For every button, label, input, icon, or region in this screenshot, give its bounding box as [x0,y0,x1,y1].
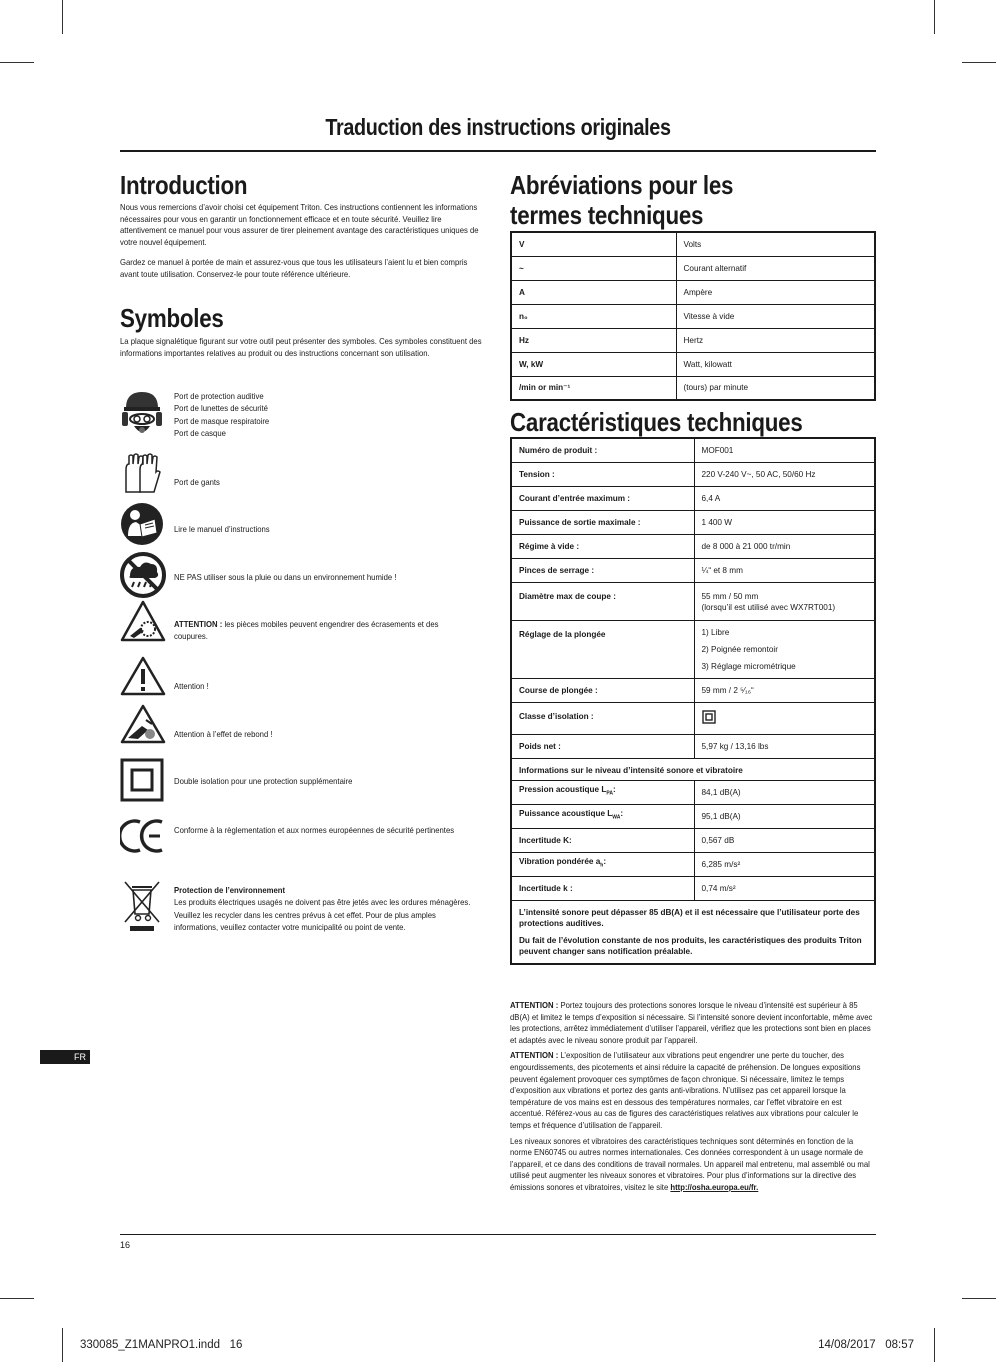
specs-table [510,437,876,965]
abbr-key: n₀ [511,304,676,328]
abbr-value: (tours) par minute [676,376,875,400]
spec-key: Régime à vide : [511,534,694,558]
ppe-eyes-label: Port de lunettes de sécurité [174,403,268,414]
spec-value: (lorsqu’il est utilisé avec WX7RT001) [701,602,836,612]
symbol-row-gloves [120,452,490,496]
abbr-key: A [511,280,676,304]
abbr-key: ~ [511,256,676,280]
crop-mark [62,0,63,34]
noise-value: 0,74 m/s² [694,876,875,900]
introduction-heading: Introduction [120,170,248,200]
table-row [511,620,875,678]
spec-key: Poids net : [511,734,694,758]
symbol-row-manual [120,502,490,546]
environment-text: Les produits électriques usagés ne doivent pas être jetés avec les ordures ménagères. Veuillez les recycler dans les centres prévus à cet effet. Pour de plus amples informations, veuillez contacter votre municipalité ou point de vente. [174,897,471,933]
table-row [511,256,875,280]
table-row [511,304,875,328]
read-manual-icon [120,502,164,546]
noise-value: 6,285 m/s² [694,852,875,876]
abbr-key: W, kW [511,352,676,376]
warning-noise-text: Portez toujours des protections sonores lorsque le niveau d’intensité est supérieur à 85 dB(A) et limitez le temps d’exposition si nécessaire. Si l’intensité sonore devient inconfortable, même avec les protections, arrêtez immédiatement d’utiliser l’appareil, vérifiez que les protections sont bien en places et adaptés avec le niveau sonore produit par l’appareil. [510,1000,873,1045]
crop-mark [962,1298,996,1299]
noise-key: Pression acoustique L [519,785,607,795]
abbr-key: Hz [511,328,676,352]
symbol-row-environment [120,878,490,936]
spec-key: Puissance de sortie maximale : [511,510,694,534]
levels-paragraph [510,1136,875,1194]
ce-label: Conforme à la règlementation et aux normes européennes de sécurité pertinentes [174,825,455,835]
levels-text: Les niveaux sonores et vibratoires des caractéristiques techniques sont déterminés en fonction de la norme EN60745 ou autres normes internationales. Ces données correspondent à un usage normale de l’appareil, et ce dans des conditions de travail normales. Un appareil mal entretenu, mal assemblé ou mal utilisé peut augmenter les niveaux sonores et vibratoires. Pour plus d’informations sur la directive des émissions sonores et vibratoires, visitez le site [510,1135,870,1192]
table-row [511,828,875,852]
spec-value: ¼“ et 8 mm [694,558,875,582]
symbol-row-rain [120,552,490,598]
table-row [511,376,875,400]
gloves-icon [120,452,164,494]
symbol-row-ce [120,818,490,854]
spec-key: Tension : [511,462,694,486]
noise-key-sub: h [600,862,604,869]
table-row [511,734,875,758]
warning-noise-label: ATTENTION : [510,1000,559,1010]
crop-mark [0,62,34,63]
table-row [511,876,875,900]
table-row [511,486,875,510]
warning-noise [510,1000,875,1046]
spec-key: Pinces de serrage : [511,558,694,582]
manual-label: Lire le manuel d’instructions [174,524,270,534]
spec-key: Diamètre max de coupe : [511,582,694,620]
table-row [511,900,875,964]
abbreviations-table [510,231,876,401]
abbr-value: Vitesse à vide [676,304,875,328]
rain-label: NE PAS utiliser sous la pluie ou dans un environnement humide ! [174,572,397,582]
double-insulation-label: Double isolation pour une protection supplémentaire [174,776,353,786]
spec-value: 3) Réglage micrométrique [701,661,796,671]
symbol-row-ppe [120,388,490,438]
caution-triangle-icon [120,656,166,696]
introduction-paragraph-2: Gardez ce manuel à portée de main et assurez-vous que tous les utilisateurs l’aient lu et bien compris avant toute utilisation. Conservez-le pour toute référence ultérieure. [120,257,468,279]
spec-value: 2) Poignée remontoir [701,644,778,654]
table-row [511,702,875,734]
specs-heading: Caractéristiques techniques [510,407,803,437]
crop-mark [62,1328,63,1362]
spec-key: Courant d’entrée maximum : [511,486,694,510]
spec-value: 220 V-240 V~, 50 AC, 50/60 Hz [694,462,875,486]
abbr-value: Ampère [676,280,875,304]
footer-divider [120,1234,876,1235]
table-row [511,558,875,582]
slug-timestamp: 14/08/2017 08:57 [818,1339,914,1351]
table-row [511,510,875,534]
ppe-hearing-label: Port de protection auditive [174,391,264,401]
noise-value: 95,1 dB(A) [694,804,875,828]
abbr-value: Hertz [676,328,875,352]
crop-mark [0,1298,34,1299]
no-rain-icon [120,552,166,598]
spec-value: 6,4 A [694,486,875,510]
abbr-value: Courant alternatif [676,256,875,280]
symboles-intro: La plaque signalétique figurant sur votre outil peut présenter des symboles. Ces symboles constituent des informations importantes relatives au produit ou des instructions concernant son utilisation. [120,336,482,358]
warning-vibration-label: ATTENTION : [510,1050,559,1061]
language-tab: FR [40,1050,90,1064]
abbreviations-heading [510,170,733,230]
table-row [511,462,875,486]
page-title: Traduction des instructions originales [325,114,671,140]
noise-note-1: L’intensité sonore peut dépasser 85 dB(A) et il est nécessaire que l’utilisateur porte des protections auditives. [519,907,860,928]
noise-section-heading: Informations sur le niveau d’intensité sonore et vibratoire [511,758,875,780]
noise-key-sub: WA [612,814,621,821]
class-ii-icon [702,710,716,724]
noise-key: Vibration pondérée a [519,857,601,867]
table-row [511,534,875,558]
table-row: Pression acoustique $L_{PA}$: 84,1 dB(A) [511,780,875,804]
moving-parts-text: les pièces mobiles peuvent engendrer des écrasements et des coupures. [174,619,439,642]
symboles-heading: Symboles [120,303,224,333]
noise-note-2: Du fait de l’évolution constante de nos produits, les caractéristiques des produits Triton peuvent changer sans notification préalable. [519,935,862,957]
symbol-row-double-insulation [120,758,490,802]
slug-filename: 330085_Z1MANPRO1.indd 16 [80,1339,243,1351]
abbreviations-heading-line2: termes techniques [510,200,704,230]
table-row [511,678,875,702]
spec-value: 1) Libre [701,627,730,637]
abbreviations-heading-line1: Abréviations pour les [510,170,734,200]
spec-value: de 8 000 à 21 000 tr/min [694,534,875,558]
page-number: 16 [120,1240,131,1250]
ppe-mask-label: Port de masque respiratoire [174,415,270,426]
crop-mark [934,0,935,34]
table-row [511,438,875,462]
spec-value: 5,97 kg / 13,16 lbs [694,734,875,758]
noise-key: Incertitude K: [511,828,694,852]
noise-value: 84,1 dB(A) [694,780,875,804]
table-row [511,232,875,256]
symbol-row-caution [120,656,490,698]
symbol-row-moving-parts [120,600,490,646]
abbr-value: Watt, kilowatt [676,352,875,376]
spec-key: Numéro de produit : [511,438,694,462]
noise-value: 0,567 dB [694,828,875,852]
title-divider [120,150,876,152]
warning-vibration [510,1050,875,1131]
table-row [511,328,875,352]
ce-mark-icon [120,818,166,854]
kickback-warning-icon [120,704,166,744]
symbol-row-kickback [120,704,490,746]
abbr-key: V [511,232,676,256]
table-row: Vibration pondérée $a_h$: 6,285 m/s² [511,852,875,876]
noise-key-sub: PA [606,790,613,797]
table-row [511,758,875,780]
moving-parts-attention-label: ATTENTION : [174,619,223,629]
ppe-icon [120,388,164,438]
abbr-value: Volts [676,232,875,256]
spec-value: MOF001 [694,438,875,462]
introduction-paragraph-1: Nous vous remercions d’avoir choisi cet équipement Triton. Ces instructions contiennent les informations nécessaires pour vous en garantir un fonctionnement efficace et en toute sécurité. Veuillez lire attentivement ce manuel pour vous assurer de tirer pleinement avantage des caractéristiques uniques de votre nouvel équipement. [120,202,479,247]
abbr-key: /min or min⁻¹ [511,376,676,400]
double-insulation-icon [120,758,164,802]
spec-key: Course de plongée : [511,678,694,702]
spec-value: 1 400 W [694,510,875,534]
spec-key: Réglage de la plongée [511,620,694,678]
table-row [511,280,875,304]
environment-title: Protection de l’environnement [174,885,286,895]
table-row: Puissance acoustique $L_{WA}$: 95,1 dB(A) [511,804,875,828]
table-row [511,582,875,620]
noise-key: Puissance acoustique L [519,809,613,819]
spec-value: 59 mm / 2 ⁵⁄₁₆“ [694,678,875,702]
weee-bin-icon [120,878,164,934]
ppe-helmet-label: Port de casque [174,428,226,439]
spec-key: Classe d’isolation : [511,702,694,734]
crop-mark [934,1328,935,1362]
moving-parts-warning-icon [120,600,166,642]
caution-label: Attention ! [174,681,209,691]
noise-key: Incertitude k : [511,876,694,900]
warning-vibration-text: L’exposition de l’utilisateur aux vibrations peut engendrer une perte du toucher, des engourdissements, des picotements et ainsi réduire la capacité de préhension. De longues expositions peuvent également provoquer ces symptômes de façon chronique. Si nécessaire, limitez le temps d’exposition aux vibrations et portez des gants anti-vibrations. N’utilisez pas cet appareil lorsque la température de vos mains est en dessous des températures normales, car l’effet vibratoire en est accentué. Référez-vous au cas de figures des caractéristiques relatives aux vibrations pour calculer le temps et fréquence d’utilisation de l’appareil. [510,1050,861,1130]
spec-value: 55 mm / 50 mm [701,591,759,601]
gloves-label: Port de gants [174,477,220,487]
kickback-label: Attention à l’effet de rebond ! [174,729,273,739]
table-row [511,352,875,376]
osha-link[interactable]: http://osha.europa.eu/fr. [670,1181,759,1192]
crop-mark [962,62,996,63]
